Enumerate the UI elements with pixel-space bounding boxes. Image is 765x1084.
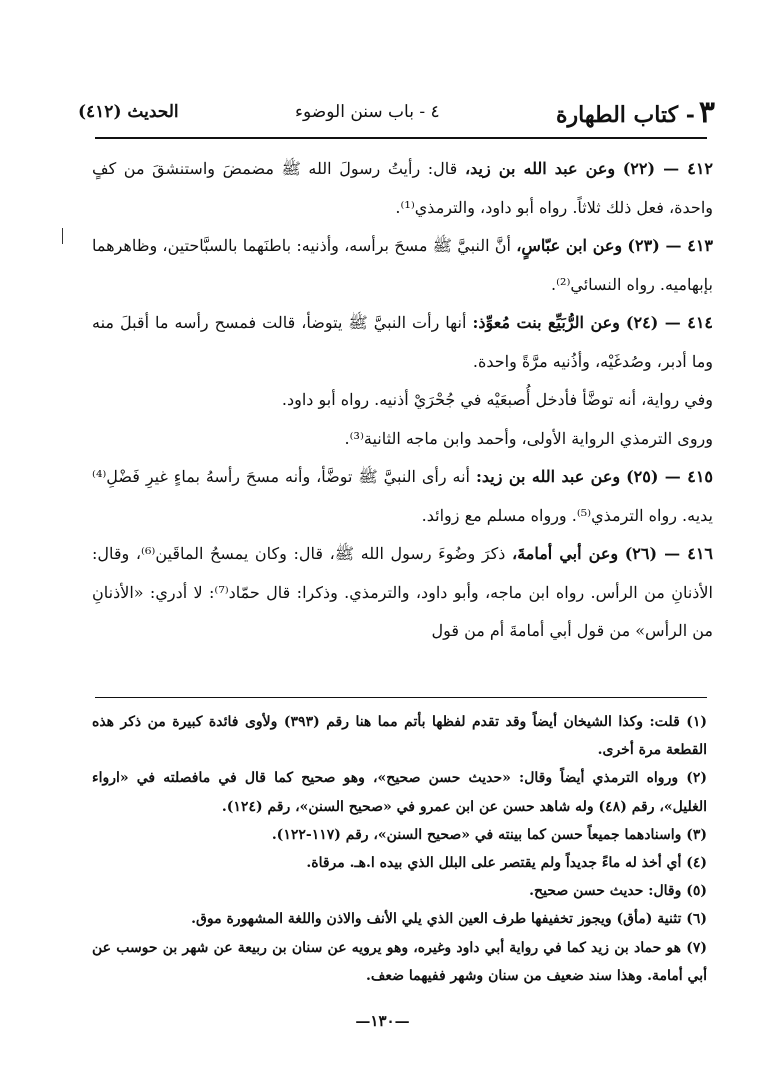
hadith-narrator: وعن أبي أمامةَ، bbox=[512, 544, 619, 563]
footnote-rule bbox=[95, 697, 707, 698]
hadith-text: ذكرَ وضُوءَ رسول الله ﷺ، قال: وكان يمسحُ الماقَين⁽⁶⁾، وقال: الأذنانِ من الرأس. رواه ابن ماجه، وأبو داود، والترمذي. وذكرا: قال حمّاد⁽⁷⁾: لا أدري: «الأذنانِ من الرأس» من قول أبي أمامةَ أم من قول bbox=[92, 544, 713, 640]
hadith-narrator: وعن عبد الله بن زيد: bbox=[475, 467, 621, 486]
chapter-title: ٤ - باب سنن الوضوء bbox=[295, 102, 440, 122]
hadith-number: ٤١٤ — (٢٤) bbox=[625, 313, 714, 332]
hadith-number: ٤١٦ — (٢٦) bbox=[624, 544, 713, 563]
book-title bbox=[556, 95, 715, 130]
hadith-number: ٤١٣ — (٢٣) bbox=[627, 236, 713, 255]
book-number: ٣ bbox=[698, 94, 715, 130]
hadith-text: أنَّ النبيَّ ﷺ مسحَ برأسه، وأذنيه: باطنَهما بالسبَّاحتين، وظاهرهما بإبهاميه. رواه النسائي⁽²⁾. bbox=[92, 236, 713, 294]
hadith-number: ٤١٢ — (٢٢) bbox=[622, 159, 713, 178]
hadith-text: أنه رأى النبيَّ ﷺ توضَّأ، وأنه مسحَ رأسهُ بماءٍ غيرِ فَضْلِ⁽⁴⁾ يديه. رواه الترمذي⁽⁵⁾. ورواه مسلم مع زوائد. bbox=[92, 467, 713, 525]
hadith-paragraph bbox=[92, 535, 713, 651]
hadith-narrator: وعن الرُّبَيِّع بنت مُعوِّذ: bbox=[472, 313, 620, 332]
footnote: (٥) وقال: حديث حسن صحيح. bbox=[529, 883, 707, 900]
hadith-text: أنها رأت النبيَّ ﷺ يتوضأ، قالت فمسح رأسه ما أقبلَ منه وما أدبر، وصُدغَيْه، وأذُنيه مرَّةً واحدة. bbox=[92, 313, 713, 371]
hadith-number: ٤١٥ — (٢٥) bbox=[626, 467, 713, 486]
hadith-paragraph bbox=[92, 381, 713, 420]
hadith-paragraph bbox=[92, 227, 713, 304]
footnote: (٣) واسنادهما جميعاً حسن كما بينته في «صحيح السنن»، رقم (١١٧-١٢٢). bbox=[271, 826, 707, 843]
footnote: (٤) أي أخذ له ماءً جديداً ولم يقتصر على البلل الذي بيده ا.هـ. مرقاة. bbox=[306, 855, 707, 872]
hadith-text: وفي رواية، أنه توضَّأ فأدخل أُصبعَيْه في جُحْرَيْ أذنيه. رواه أبو داود. bbox=[281, 390, 713, 409]
main-text bbox=[92, 150, 713, 651]
hadith-narrator: وعن ابن عبّاسٍ، bbox=[516, 236, 623, 255]
hadith-text: وروى الترمذي الرواية الأولى، وأحمد وابن ماجه الثانية⁽³⁾. bbox=[344, 428, 713, 448]
hadith-paragraph bbox=[92, 150, 713, 227]
book-title-text: - كتاب الطهارة bbox=[556, 101, 695, 128]
header-rule bbox=[95, 137, 707, 139]
footnote: (٦) تثنية (مأق) ويجوز تخفيفها طرف العين الذي يلي الأنف والاذن واللغة المشهورة موق. bbox=[191, 911, 707, 928]
hadith-paragraph bbox=[92, 304, 713, 381]
hadith-paragraph bbox=[92, 420, 713, 459]
hadith-text: قال: رأيتُ رسولَ الله ﷺ مضمضَ واستنشقَ من كفٍ واحدة، فعل ذلك ثلاثاً. رواه أبو داود، والترمذي⁽¹⁾. bbox=[92, 159, 713, 217]
running-header bbox=[78, 92, 715, 132]
margin-mark bbox=[62, 228, 63, 244]
footnote: (٧) هو حماد بن زيد كما في رواية أبي داود وغيره، وهو يرويه عن سنان بن ربيعة عن شهر بن حوسب عن أبي أمامة. وهذا سند ضعيف من سنان وشهر ففيهما ضعف. bbox=[92, 939, 707, 984]
footnote: (٢) ورواه الترمذي أيضاً وقال: «حديث حسن صحيح»، وهو صحيح كما قال في مافصلته في «ارواء الغليل»، رقم (٤٨) وله شاهد حسن عن ابن عمرو في «صحيح السنن»، رقم (١٢٤). bbox=[92, 770, 707, 815]
footnotes bbox=[92, 708, 707, 990]
page-number: —١٣٠— bbox=[355, 1012, 410, 1030]
hadith-range: الحديث (٤١٢) bbox=[78, 102, 179, 122]
hadith-narrator: وعن عبد الله بن زيد، bbox=[464, 159, 616, 178]
footnote: (١) قلت: وكذا الشيخان أيضاً وقد تقدم لفظها بأتم مما هنا رقم (٣٩٣) ولأوى فائدة كبيرة من ذكر هذه القطعة مرة أخرى. bbox=[92, 714, 708, 759]
hadith-paragraph bbox=[92, 458, 713, 535]
